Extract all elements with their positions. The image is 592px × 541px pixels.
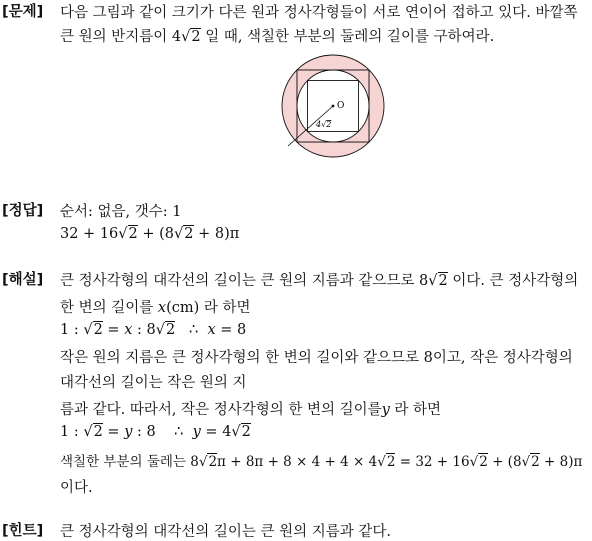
answer-expr-b: + (8 <box>137 226 175 242</box>
exp-l7-sqrt2: 2 <box>241 424 251 440</box>
exp-l1-pre: 큰 정사각형의 대각선의 길이는 큰 원의 지름과 같으므로 8 <box>60 273 429 289</box>
explanation-line-8: 색칠한 부분의 둘레는 8√2π + 8π + 8 × 4 + 4 × 4√2 = 32 + 16√2 + (8√2 + 8)π <box>60 454 583 470</box>
exp-l1-post: 이다. 큰 정사각형의 <box>447 273 579 289</box>
explanation-line-9: 이다. <box>60 480 93 496</box>
answer-line-1: 순서: 없음, 갯수: 1 <box>60 204 182 220</box>
problem-line-2-post: 일 때, 색칠한 부분의 둘레의 길이를 구하여라. <box>200 29 495 45</box>
problem-radius-sqrt: 2 <box>191 29 201 45</box>
exp-l8-s4: 2 <box>531 454 540 470</box>
exp-l8-d: + 8)π <box>539 454 583 470</box>
problem-line-2-pre: 큰 원의 반지름이 4 <box>60 29 182 45</box>
problem-tag: [문제] <box>2 4 44 20</box>
exp-l6-var: y <box>381 402 390 418</box>
exp-l2-var: x <box>157 300 167 316</box>
exp-l1-sqrt: 2 <box>438 273 448 289</box>
exp-l3-c: : 8 <box>132 322 156 338</box>
exp-l8-b: = 32 + 16 <box>395 454 470 470</box>
problem-line-2: 큰 원의 반지름이 4√2 일 때, 색칠한 부분의 둘레의 길이를 구하여라. <box>60 29 495 45</box>
exp-l3-var: x <box>124 322 133 338</box>
answer-expr-c: + 8)π <box>193 226 240 242</box>
hint-tag: [힌트] <box>2 523 44 539</box>
exp-l8-s3: 2 <box>479 454 488 470</box>
exp-l8-s2: 2 <box>386 454 396 470</box>
hint-text: 큰 정사각형의 대각선의 길이는 큰 원의 지름과 같다. <box>60 524 392 540</box>
exp-l2-post: (cm) 라 하면 <box>166 300 251 316</box>
exp-l3-b: = <box>102 322 125 338</box>
exp-l3-var2: x <box>207 322 216 338</box>
figure <box>273 46 393 166</box>
explanation-line-3: 1 : √2 = x : 8√2 ∴ x = 8 <box>60 322 247 338</box>
exp-l7-b: = <box>102 424 125 440</box>
exp-l7-a: 1 : <box>60 424 84 440</box>
exp-l6-post: 라 하면 <box>389 402 442 418</box>
exp-l7-sqrt1: 2 <box>93 424 103 440</box>
explanation-tag: [해설] <box>2 272 44 288</box>
exp-l3-sqrt2: 2 <box>165 322 176 338</box>
exp-l3-sqrt1: 2 <box>93 322 103 338</box>
explanation-line-5: 대각선의 길이는 작은 원의 지 <box>60 375 247 391</box>
exp-l7-var2: y <box>192 424 201 440</box>
exp-l8-s1: 2 <box>208 454 218 470</box>
answer-expr-a: 32 + 16 <box>60 226 119 242</box>
answer-sqrt-a: 2 <box>128 226 138 242</box>
exp-l7-d: = 4 <box>200 424 232 440</box>
exp-l3-a: 1 : <box>60 322 84 338</box>
exp-l8-pre: 색칠한 부분의 둘레는 8 <box>60 454 199 470</box>
answer-sqrt-b: 2 <box>184 226 194 242</box>
exp-l3-e: = 8 <box>215 322 247 338</box>
exp-l8-a: π + 8π + 8 × 4 + 4 × 4 <box>217 454 378 470</box>
explanation-line-6 <box>60 398 441 419</box>
exp-l8-c: + (8 <box>487 454 522 470</box>
explanation-line-2 <box>60 296 251 317</box>
exp-l7-c: : 8 ∴ <box>132 424 193 440</box>
exp-l3-d: ∴ <box>175 322 208 338</box>
answer-expression: 32 + 16√2 + (8√2 + 8)π <box>60 226 240 242</box>
exp-l7-var: y <box>124 424 133 440</box>
center-label: O <box>337 101 345 111</box>
explanation-line-4: 작은 원의 지름은 큰 정사각형의 한 변의 길이와 같으므로 8이고, 작은 정사각형의 <box>60 350 573 366</box>
exp-l2-pre: 한 변의 길이를 <box>60 300 158 316</box>
exp-l6-pre: 름과 같다. 따라서, 작은 정사각형의 한 변의 길이를 <box>60 402 382 418</box>
explanation-line-7: 1 : √2 = y : 8 ∴ y = 4√2 <box>60 424 251 440</box>
radius-label: 4√2 <box>316 120 332 129</box>
explanation-line-1: 큰 정사각형의 대각선의 길이는 큰 원의 지름과 같으므로 8√2 이다. 큰 정사각형의 <box>60 273 579 289</box>
problem-line-1: 다음 그림과 같이 크기가 다른 원과 정사각형들이 서로 연이어 접하고 있다. 바깥쪽 <box>60 5 578 21</box>
answer-tag: [정답] <box>2 203 44 219</box>
